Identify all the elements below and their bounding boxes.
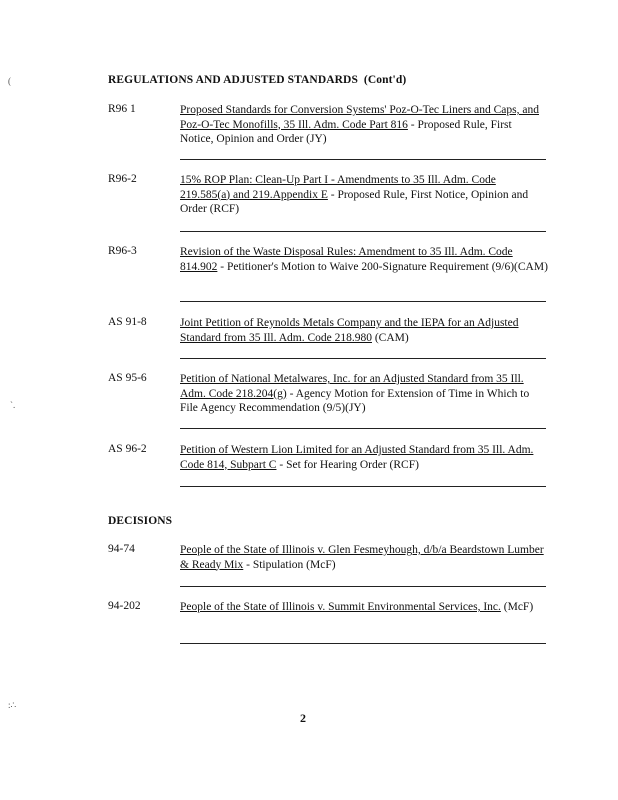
separator-rule	[180, 643, 546, 644]
separator-rule	[180, 586, 546, 587]
separator-rule	[180, 358, 546, 359]
case-detail: - Proposed Rule, First Notice, Opinion and Order (RCF)	[180, 188, 529, 215]
docket-number: 94-202	[108, 600, 141, 612]
decisions-heading: DECISIONS	[108, 515, 173, 527]
case-detail: (CAM)	[371, 331, 409, 344]
section-heading-text: REGULATIONS AND ADJUSTED STANDARDS	[108, 74, 358, 86]
case-detail: - Set for Hearing Order (RCF)	[276, 458, 419, 471]
entry-body	[180, 103, 548, 147]
case-title: Proposed Standards for Conversion Systems' Poz-O-Tec Liners and Caps, and Poz-O-Tec Monofills, 35 Ill. Adm. Code Part 816	[180, 104, 539, 131]
docket-number: 94-74	[108, 543, 135, 555]
entry-body	[180, 543, 548, 572]
case-detail: - Stipulation (McF)	[243, 558, 336, 571]
case-title: Revision of the Waste Disposal Rules: Amendment to 35 Ill. Adm. Code 814.902	[180, 246, 513, 273]
case-detail: - Proposed Rule, First Notice, Opinion and Order (JY)	[180, 118, 512, 145]
scan-speck: `.	[10, 400, 16, 410]
separator-rule	[180, 486, 546, 487]
scan-speck: :∴	[8, 700, 17, 710]
section-heading-cont: (Cont'd)	[363, 74, 407, 86]
scan-speck: (	[8, 76, 11, 86]
docket-number: AS 95-6	[108, 372, 147, 384]
case-title: People of the State of Illinois v. Glen Fesmeyhough, d/b/a Beardstown Lumber & Ready Mix	[180, 544, 544, 571]
entry-body	[180, 443, 548, 472]
case-detail: - Agency Motion for Extension of Time in Which to File Agency Recommendation (9/5)(JY)	[180, 387, 530, 414]
docket-number: R96 1	[108, 103, 136, 115]
separator-rule	[180, 231, 546, 232]
docket-number: R96-2	[108, 173, 137, 185]
case-title: Petition of National Metalwares, Inc. for an Adjusted Standard from 35 Ill. Adm. Code 218.204(g)	[180, 373, 524, 400]
docket-number: AS 91-8	[108, 316, 147, 328]
case-title: 15% ROP Plan: Clean-Up Part I - Amendments to 35 Ill. Adm. Code 219.585(a) and 219.Appendix E	[180, 174, 496, 201]
entry-body	[180, 600, 548, 615]
docket-number: R96-3	[108, 245, 137, 257]
docket-number: AS 96-2	[108, 443, 147, 455]
entry-body	[180, 245, 548, 274]
separator-rule	[180, 159, 546, 160]
case-title: Petition of Western Lion Limited for an Adjusted Standard from 35 Ill. Adm. Code 814, Subpart C	[180, 444, 534, 471]
section-heading	[108, 74, 406, 86]
case-title: Joint Petition of Reynolds Metals Company and the IEPA for an Adjusted Standard from 35 Ill. Adm. Code 218.980	[180, 317, 519, 344]
separator-rule	[180, 428, 546, 429]
entry-body	[180, 316, 548, 345]
page-number: 2	[300, 711, 306, 725]
case-title: People of the State of Illinois v. Summit Environmental Services, Inc.	[180, 601, 501, 613]
entry-body	[180, 173, 548, 217]
case-detail: (McF)	[500, 601, 534, 613]
case-detail: - Petitioner's Motion to Waive 200-Signature Requirement (9/6)(CAM)	[217, 260, 548, 273]
separator-rule	[180, 301, 546, 302]
entry-body	[180, 372, 548, 416]
